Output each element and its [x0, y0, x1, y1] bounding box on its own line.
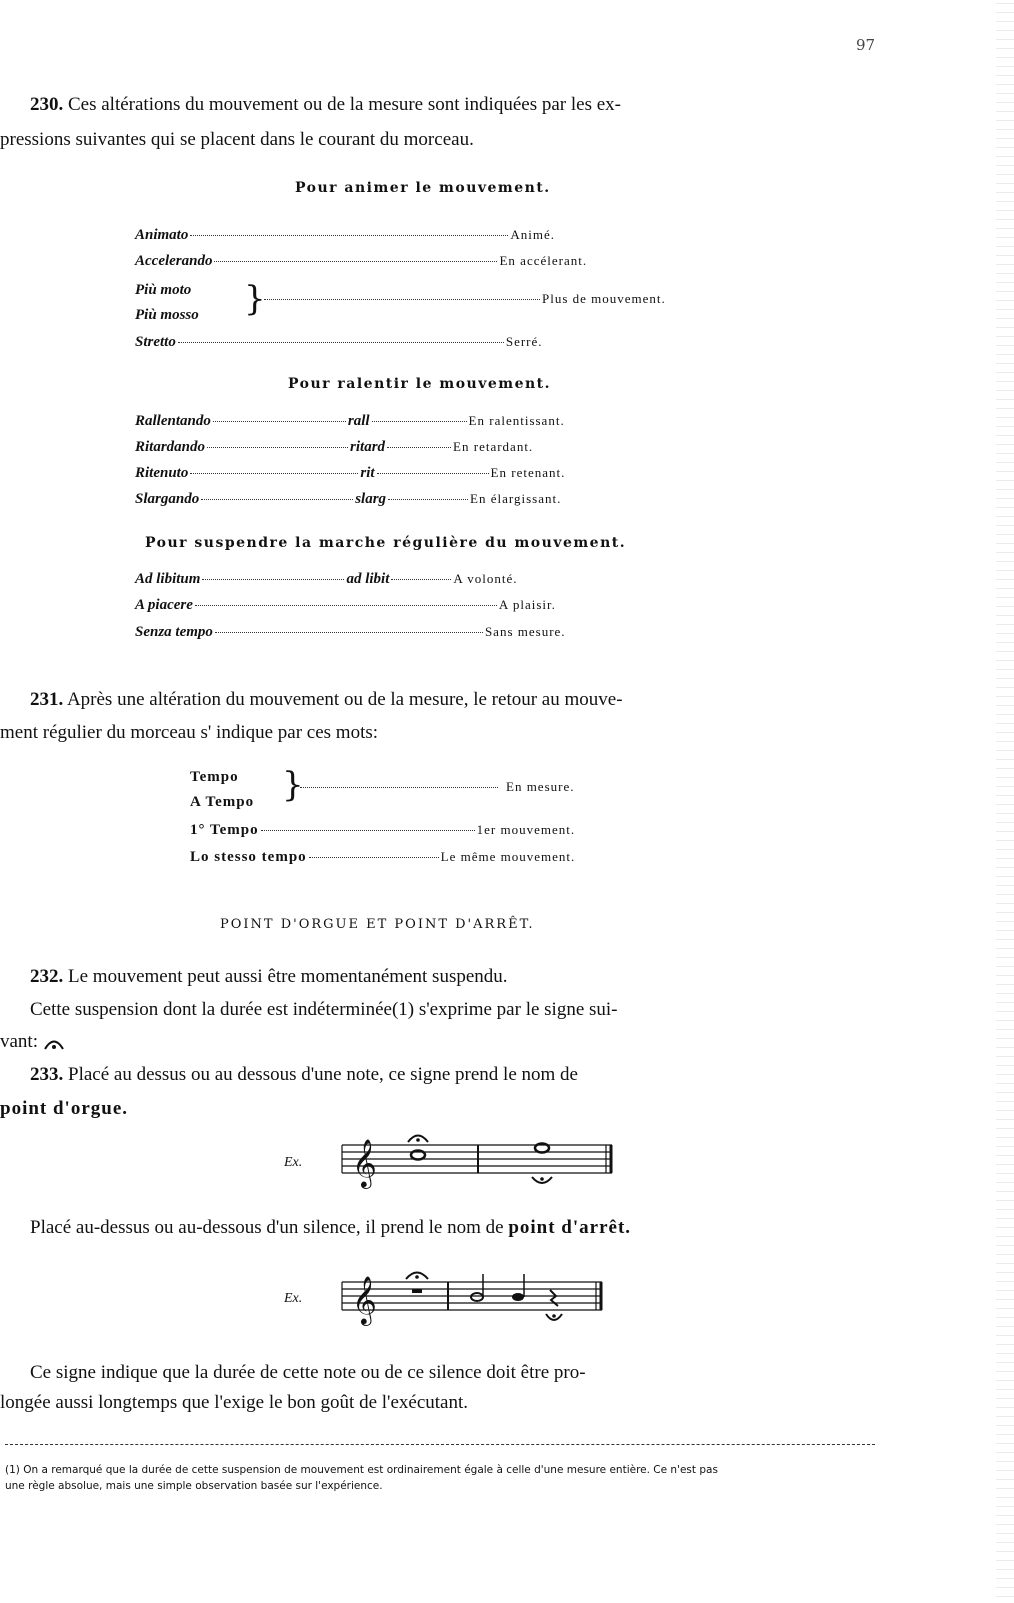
- example-label: Ex.: [284, 1291, 303, 1306]
- leader-dots: [377, 473, 489, 474]
- leader-dots: [264, 299, 540, 300]
- brace: }: [244, 279, 266, 319]
- meaning: Serré.: [505, 334, 543, 349]
- section-title: POINT D'ORGUE ET POINT D'ARRÊT.: [220, 917, 535, 932]
- leader-dots: [372, 421, 467, 422]
- closing-line1: Ce signe indique que la durée de cette note ou de ce silence doit être pro-: [30, 1362, 586, 1383]
- meaning: Sans mesure.: [484, 624, 566, 639]
- scan-edge: [996, 0, 1014, 1603]
- paragraph-232-line2: Cette suspension dont la durée est indéterminée(1) s'exprime par le signe sui-: [30, 999, 618, 1020]
- term: Rallentando: [135, 413, 211, 429]
- term-row: [135, 329, 543, 355]
- term-row-meaning: [262, 286, 666, 312]
- leader-dots: [387, 447, 451, 448]
- term-row: [135, 486, 561, 512]
- leader-dots: [215, 632, 483, 633]
- term: Tempo: [190, 769, 239, 785]
- leader-dots: [300, 787, 498, 788]
- footnote-rule: [5, 1444, 875, 1445]
- leader-dots: [391, 579, 451, 580]
- paragraph-232-line3: [0, 1025, 65, 1059]
- meaning: Animé.: [510, 227, 555, 242]
- leader-dots: [213, 421, 346, 422]
- term-row: [190, 764, 239, 790]
- paragraph-233-line1: [30, 1058, 578, 1092]
- paragraph-text: Placé au dessus ou au dessous d'une note, ce signe prend le nom de: [68, 1064, 578, 1085]
- paragraph-text: Placé au-dessus ou au-dessous d'un silence, il prend le nom de: [30, 1217, 504, 1238]
- music-example-point-orgue: [340, 1125, 620, 1195]
- meaning: 1er mouvement.: [476, 822, 576, 837]
- term-row: [135, 566, 518, 592]
- paragraph-text: Après une altération du mouvement ou de la mesure, le retour au mouve-: [66, 689, 623, 710]
- abbreviation: rit: [360, 465, 375, 481]
- paragraph-point-arret: [30, 1211, 631, 1245]
- meaning: En accélerant.: [499, 253, 588, 268]
- brace: }: [282, 765, 304, 805]
- term-row: [135, 460, 565, 486]
- term-row: [190, 817, 575, 843]
- abbreviation: ad libit: [346, 571, 390, 587]
- closing-line2: longée aussi longtemps que l'exige le bon goût de l'exécutant.: [0, 1392, 469, 1413]
- abbreviation: ritard: [350, 439, 386, 455]
- fermata-icon: [43, 1036, 65, 1050]
- leader-dots: [190, 473, 358, 474]
- term: Più mosso: [135, 307, 199, 323]
- meaning: En élargissant.: [470, 491, 562, 506]
- paragraph-text: Ces altérations du mouvement ou de la mesure sont indiquées par les ex-: [68, 94, 621, 115]
- leader-dots: [309, 857, 439, 858]
- paragraph-bold: point d'arrêt.: [508, 1217, 632, 1238]
- term: Senza tempo: [135, 624, 213, 640]
- svg-text:𝄞: 𝄞: [352, 1275, 377, 1324]
- leader-dots: [190, 235, 508, 236]
- paragraph-230-line1: [30, 88, 621, 122]
- page-number: 97: [856, 36, 876, 54]
- term: Animato: [135, 227, 189, 243]
- leader-dots: [178, 342, 504, 343]
- music-example-point-arret: [340, 1262, 610, 1332]
- heading-ralentir: Pour ralentir le mouvement.: [288, 376, 552, 392]
- paragraph-number: 233.: [30, 1064, 64, 1085]
- term: Lo stesso tempo: [190, 849, 307, 865]
- paragraph-232-line1: [30, 960, 508, 994]
- meaning: En retardant.: [453, 439, 534, 454]
- paragraph-233-bold: point d'orgue.: [0, 1098, 129, 1119]
- paragraph-231-line1: [30, 683, 623, 717]
- term: Ritenuto: [135, 465, 189, 481]
- paragraph-number: 231.: [30, 689, 64, 710]
- leader-dots: [201, 499, 353, 500]
- term: Ad libitum: [135, 571, 201, 587]
- meaning: A plaisir.: [498, 597, 556, 612]
- term: Slargando: [135, 491, 200, 507]
- leader-dots: [195, 605, 497, 606]
- leader-dots: [202, 579, 344, 580]
- footnote-line2: une règle absolue, mais une simple observation basée sur l'expérience.: [5, 1480, 383, 1492]
- leader-dots: [261, 830, 475, 831]
- paragraph-number: 230.: [30, 94, 64, 115]
- meaning: En mesure.: [506, 779, 575, 794]
- svg-text:𝄞: 𝄞: [352, 1138, 377, 1187]
- term: A Tempo: [190, 794, 255, 810]
- term: Accelerando: [135, 253, 213, 269]
- meaning: En ralentissant.: [468, 413, 565, 428]
- meaning: Le même mouvement.: [440, 849, 576, 864]
- term: Ritardando: [135, 439, 206, 455]
- example-label: Ex.: [284, 1155, 303, 1170]
- term-row: [190, 789, 254, 815]
- term-row: [135, 408, 565, 434]
- leader-dots: [388, 499, 468, 500]
- term-row: [135, 248, 587, 274]
- term: Più moto: [135, 282, 192, 298]
- term-row: [135, 592, 556, 618]
- paragraph-text: vant:: [0, 1031, 38, 1052]
- meaning: En retenant.: [490, 465, 566, 480]
- meaning: A volonté.: [453, 571, 518, 586]
- footnote-line1: (1) On a remarqué que la durée de cette suspension de mouvement est ordinairement égale à celle d'une mesure entière. Ce n'est pas: [5, 1464, 718, 1476]
- term-row-meaning: [298, 774, 574, 800]
- term-row: [135, 302, 199, 328]
- meaning: Plus de mouvement.: [542, 291, 666, 306]
- term: 1° Tempo: [190, 822, 259, 838]
- term-row: [135, 277, 191, 303]
- heading-suspendre: Pour suspendre la marche régulière du mouvement.: [145, 535, 627, 551]
- abbreviation: slarg: [355, 491, 387, 507]
- term-row: [190, 844, 575, 870]
- paragraph-text: Le mouvement peut aussi être momentanément suspendu.: [68, 966, 508, 987]
- term-row: [135, 222, 555, 248]
- term-row: [135, 619, 566, 645]
- heading-animer: Pour animer le mouvement.: [295, 180, 551, 196]
- paragraph-number: 232.: [30, 966, 64, 987]
- leader-dots: [207, 447, 348, 448]
- paragraph-230-line2: pressions suivantes qui se placent dans le courant du morceau.: [0, 129, 474, 150]
- abbreviation: rall: [347, 413, 370, 429]
- paragraph-231-line2: ment régulier du morceau s' indique par ces mots:: [0, 722, 379, 743]
- term: Stretto: [135, 334, 176, 350]
- term-row: [135, 434, 533, 460]
- term: A piacere: [135, 597, 193, 613]
- leader-dots: [214, 261, 497, 262]
